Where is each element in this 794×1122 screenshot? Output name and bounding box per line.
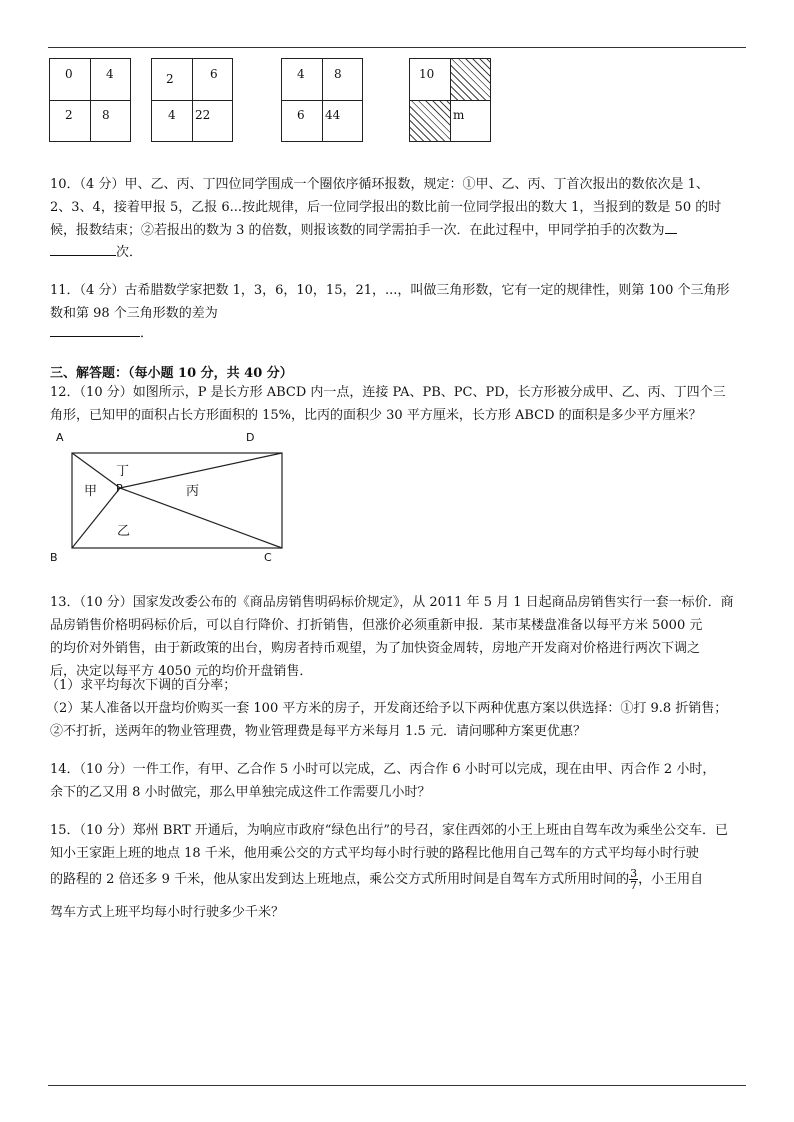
q15-line	[50, 866, 750, 894]
grid-cell: m	[453, 108, 465, 122]
q11-line	[50, 322, 750, 345]
region-label-yi: 乙	[117, 524, 131, 539]
q12-line: 12．（10 分）如图所示，P 是长方形 ABCD 内一点，连接 PA、PB、PC、PD，长方形被分成甲、乙、丙、丁四个三	[50, 385, 726, 400]
q13-line: （2）某人准备以开盘均价购买一套 100 平方米的房子，开发商还给予以下两种优惠方案以供选择：①打 9.8 折销售；	[46, 701, 728, 716]
number-grid-4	[409, 58, 491, 142]
number-grid-3	[281, 58, 363, 142]
q11-line: 11．（4 分）古希腊数学家把数 1，3，6，10，15，21，...，叫做三角形数，它有一定的规律性，则第 100 个三角形	[50, 283, 730, 298]
q15-text: ，小王用自	[638, 872, 704, 887]
grid-cell: 4	[106, 67, 114, 81]
q13-line: 的均价对外销售，由于新政策的出台，购房者持币观望，为了加快资金周转，房地产开发商对价格进行两次下调之	[50, 641, 701, 656]
q14-line: 余下的乙又用 8 小时做完，那么甲单独完成这件工作需要几小时？	[50, 785, 431, 800]
q10-line: 2、3、4，接着甲报 5，乙报 6...按此规律，后一位同学报出的数比前一位同学报出的数大 1，当报到的数是 50 的时	[50, 200, 722, 215]
q13-line: 后，决定以每平方 4050 元的均价开盘销售．	[50, 664, 313, 679]
q10-text: 次．	[116, 245, 143, 260]
q13-line: 13．（10 分）国家发改委公布的《商品房销售明码标价规定》，从 2011 年 5 月 1 日起商品房销售实行一套一标价．商	[50, 595, 734, 610]
grid-cell: 6	[210, 67, 218, 81]
q10-text: 候，报数结束；②若报出的数为 3 的倍数，则报该数的同学需拍手一次．在此过程中，甲同学拍手的次数为	[50, 223, 665, 238]
grid-cell: 0	[65, 67, 73, 81]
fraction-denominator: 7	[630, 879, 638, 892]
vertex-label-c: C	[264, 551, 272, 564]
hatched-cell	[410, 101, 450, 141]
point-label-p: P	[116, 482, 123, 495]
number-grid-1	[49, 58, 131, 142]
q13-line: ②不打折，送两年的物业管理费，物业管理费是每平方米每月 1.5 元．请问哪种方案更优惠？	[50, 724, 586, 739]
q15-line: 15．（10 分）郑州 BRT 开通后，为响应市政府“绿色出行”的号召，家住西郊的小王上班由自驾车改为乘坐公交车．已	[50, 823, 729, 838]
bottom-rule	[48, 1085, 746, 1086]
grid-cell: 10	[419, 67, 435, 81]
grid-cell: 44	[325, 108, 341, 122]
grid-cell: 6	[297, 108, 305, 122]
q13-line: 品房销售价格明码标价后，可以自行降价、打折销售，但涨价必须重新申报．某市某楼盘准备以每平方米 5000 元	[50, 618, 703, 633]
grid-cell: 2	[65, 108, 73, 122]
vertex-label-b: B	[50, 551, 58, 564]
answer-blank	[50, 322, 140, 337]
grid-cell: 8	[102, 108, 110, 122]
q10-line	[50, 219, 750, 242]
q10-line: 10．（4 分）甲、乙、丙、丁四位同学围成一个圈依序循环报数，规定：①甲、乙、丙、丁首次报出的数依次是 1、	[50, 177, 709, 192]
vertex-label-a: A	[56, 431, 64, 444]
grid-cell: 4	[168, 108, 176, 122]
grid-cell: 2	[166, 72, 174, 86]
answer-blank	[665, 219, 677, 234]
region-label-jia: 甲	[84, 484, 98, 499]
rectangle-figure	[40, 420, 300, 560]
q15-text: 的路程的 2 倍还多 9 千米，他从家出发到达上班地点，乘公交方式所用时间是自驾车方式所用时间的	[50, 872, 630, 887]
q15-line: 知小王家距上班的地点 18 千米，他用乘公交的方式平均每小时行驶的路程比他用自己驾车的方式平均每小时行驶	[50, 846, 699, 861]
fraction	[629, 868, 638, 891]
grid-cell: 8	[334, 67, 342, 81]
vertex-label-d: D	[246, 431, 255, 444]
top-rule	[48, 47, 746, 48]
q12-line: 角形，已知甲的面积占长方形面积的 15%，比丙的面积少 30 平方厘米，长方形 ABCD 的面积是多少平方厘米？	[50, 408, 702, 423]
q11-line: 数和第 98 个三角形数的差为	[50, 306, 218, 321]
grid-cell: 4	[297, 67, 305, 81]
q11-text: ．	[140, 326, 154, 341]
q13-line: （1）求平均每次下调的百分率；	[46, 678, 237, 693]
answer-blank	[50, 241, 116, 256]
hatched-cell	[451, 59, 490, 100]
number-grid-2	[151, 58, 233, 142]
q10-line	[50, 241, 750, 264]
region-label-ding: 丁	[116, 464, 130, 479]
q14-line: 14．（10 分）一件工作，有甲、乙合作 5 小时可以完成，乙、丙合作 6 小时可以完成，现在由甲、丙合作 2 小时，	[50, 762, 716, 777]
region-label-bing: 丙	[186, 484, 200, 499]
section-heading: 三、解答题：（每小题 10 分，共 40 分）	[50, 366, 293, 381]
fraction-numerator: 3	[630, 867, 638, 880]
grid-cell: 22	[195, 108, 211, 122]
q15-line: 驾车方式上班平均每小时行驶多少千米？	[50, 905, 285, 920]
